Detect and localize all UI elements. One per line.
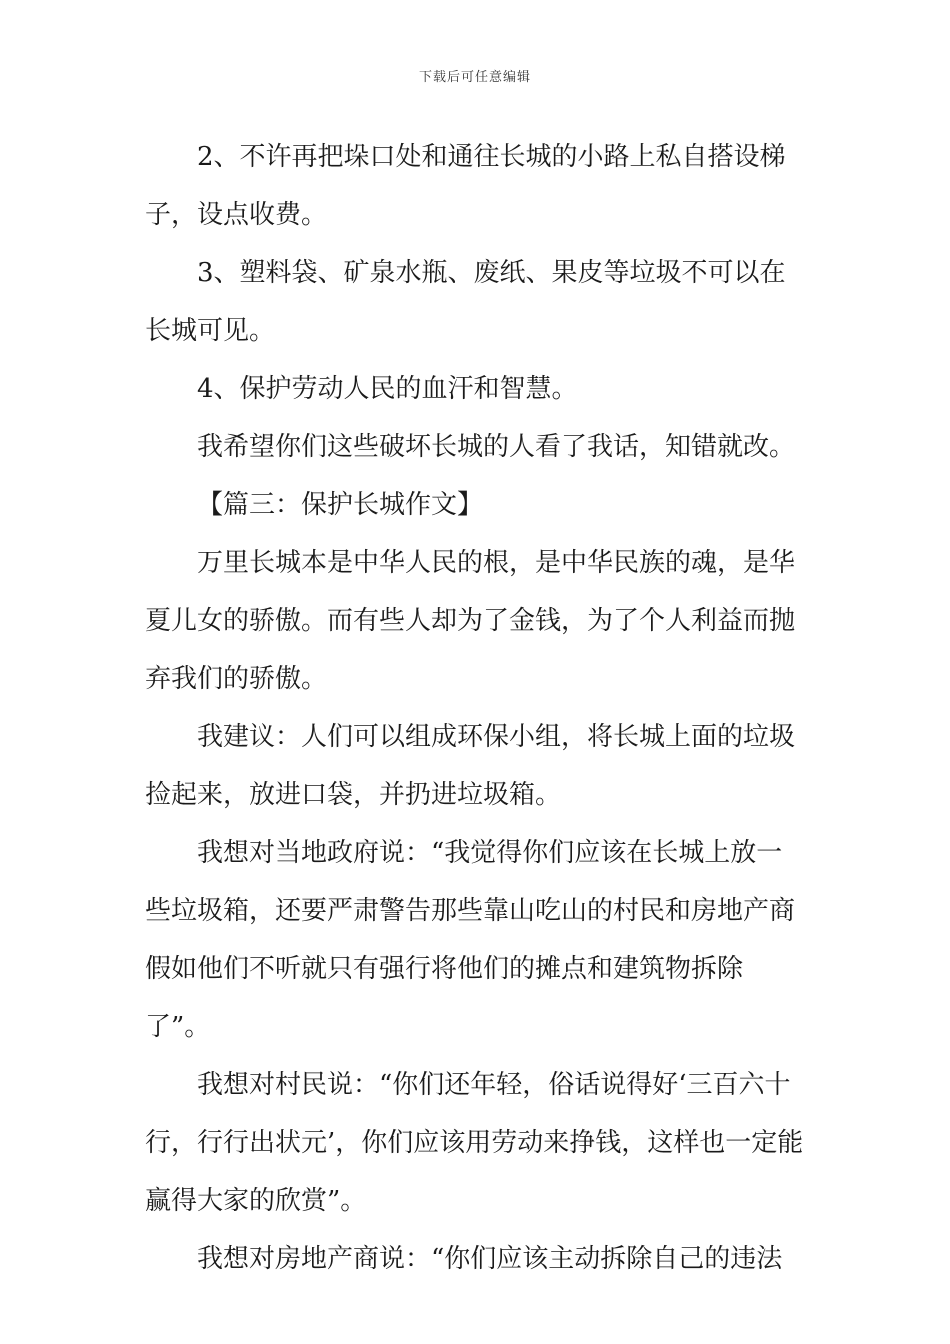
- paragraph-intro: 万里长城本是中华人民的根，是中华民族的魂，是华夏儿女的骄傲。而有些人却为了金钱，为了个人利益而抛弃我们的骄傲。: [145, 548, 796, 694]
- paragraph-rule-4: 4、保护劳动人民的血汗和智慧。: [197, 374, 578, 404]
- document-body: [145, 128, 807, 1288]
- page-header: 下载后可任意编辑: [418, 70, 531, 85]
- paragraph-rule-3: 3、塑料袋、矿泉水瓶、废纸、果皮等垃圾不可以在长城可见。: [145, 258, 786, 346]
- paragraph-rule-2: 2、不许再把垛口处和通往长城的小路上私自搭设梯子，设点收费。: [145, 142, 786, 230]
- paragraph-hope: 我希望你们这些破坏长城的人看了我话，知错就改。: [197, 432, 796, 462]
- paragraph-government: 我想对当地政府说：“我觉得你们应该在长城上放一些垃圾箱，还要严肃警告那些靠山吃山的村民和房地产商假如他们不听就只有强行将他们的摊点和建筑物拆除了”。: [145, 838, 796, 1042]
- section-heading: 【篇三：保护长城作文】: [197, 490, 484, 520]
- paragraph-villagers: 我想对村民说：“你们还年轻，俗话说得好‘三百六十行，行行出状元’，你们应该用劳动来挣钱，这样也一定能赢得大家的欣赏”。: [145, 1070, 804, 1216]
- paragraph-suggestion: 我建议：人们可以组成环保小组，将长城上面的垃圾捡起来，放进口袋，并扔进垃圾箱。: [145, 722, 796, 810]
- paragraph-developers: 我想对房地产商说：“你们应该主动拆除自己的违法: [197, 1244, 783, 1274]
